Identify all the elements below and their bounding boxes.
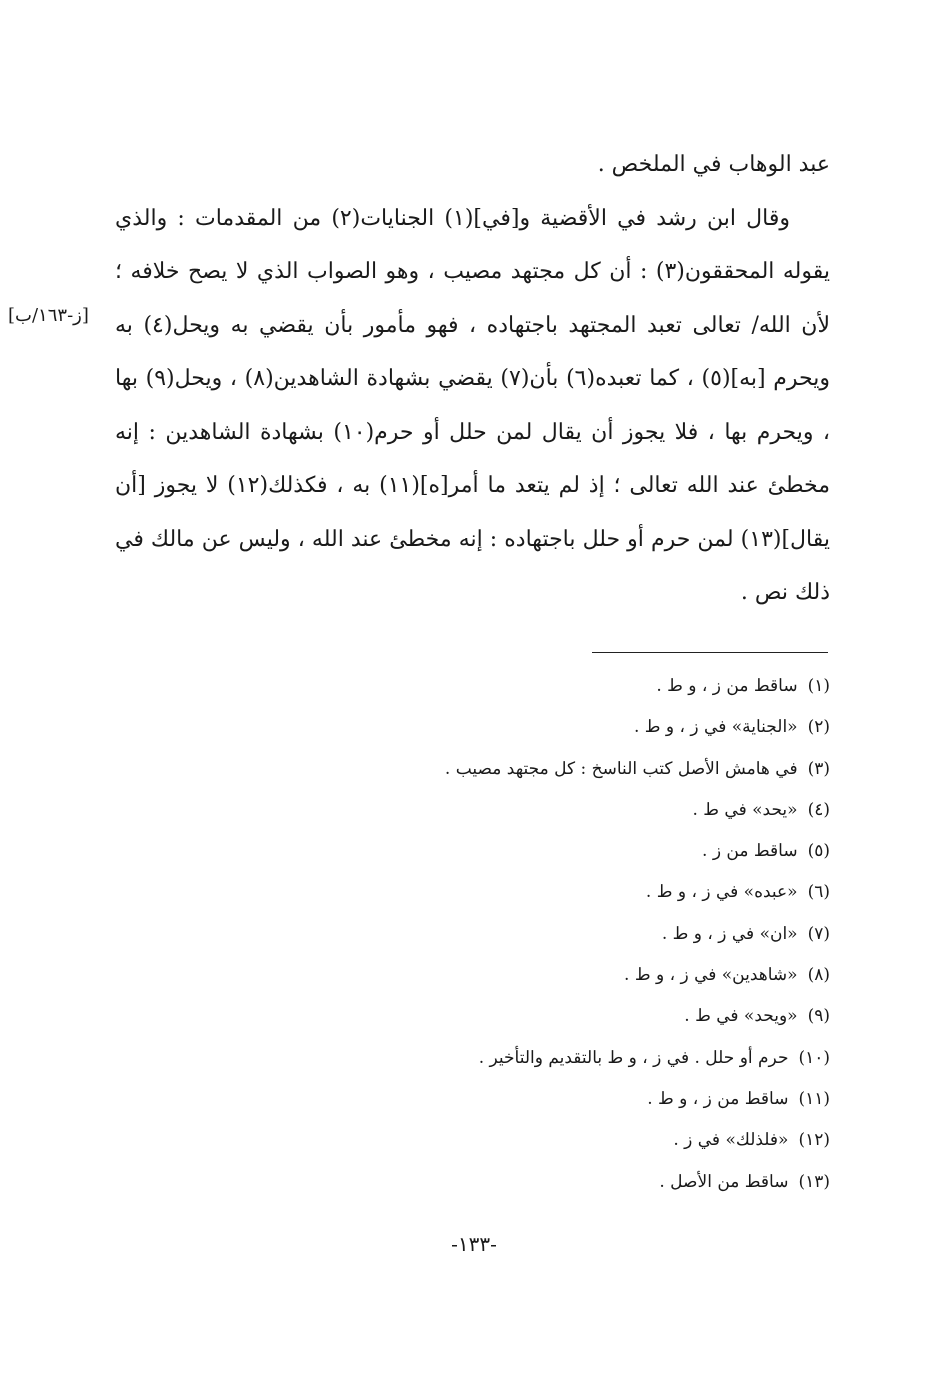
footnote-item <box>115 790 830 831</box>
footnote-item <box>115 872 830 913</box>
footnote-number: (٣) <box>807 758 830 779</box>
footnote-number: (٧) <box>807 923 830 944</box>
footnote-item <box>115 666 830 707</box>
footnote-number: (١) <box>807 676 830 696</box>
footnote-number: (٤) <box>807 799 830 820</box>
footnote-item <box>115 955 830 996</box>
footnote-item <box>115 749 830 790</box>
footnote-number: (٩) <box>807 1006 830 1027</box>
page-number: -١٣٣- <box>451 1232 497 1256</box>
footnote-text: في هامش الأصل كتب الناسخ : كل مجتهد مصيب . <box>444 758 798 779</box>
footnote-text: «عبده» في ز ، و ط . <box>645 882 798 903</box>
footnote-item <box>115 831 830 872</box>
paragraph-2: وقال ابن رشد في الأقضية و[في](١) الجنايات(٢) من المقدمات : والذي يقوله المحققون(٣) : أن كل مجتهد مصيب ، وهو الصواب الذي لا يصح خلافه ؛ لأن الله/ تعالى تعبد المجتهد باجتهاده ، فهو مأمور بأن يقضي به ويحل(٤) به ويحرم [به](٥) ، كما تعبده(٦) بأن(٧) يقضي بشهادة الشاهدين(٨) ، ويحل(٩) بها ، ويحرم بها ، فلا يجوز أن يقال لمن حلل أو حرم(١٠) بشهادة الشاهدين : إنه مخطئ عند الله تعالى ؛ إذ لم يتعد ما أمر[ه](١١) به ، فكذلك(١٢) لا يجوز [أن يقال](١٣) لمن حرم أو حلل باجتهاده : إنه مخطئ عند الله ، وليس عن مالك في ذلك نص . <box>115 205 831 605</box>
footnote-text: «شاهدين» في ز ، و ط . <box>624 965 798 986</box>
footnote-separator <box>592 652 828 653</box>
footnote-number: (٥) <box>807 841 830 862</box>
footnote-text: ساقط من الأصل . <box>659 1171 789 1192</box>
footnote-text: ساقط من ز ، و ط . <box>656 676 798 696</box>
main-text <box>115 138 830 620</box>
footnote-item <box>115 1038 830 1079</box>
footnote-number: (٦) <box>807 882 830 903</box>
footnote-text: ساقط من ز ، و ط . <box>647 1088 789 1109</box>
footnote-text: ساقط من ز . <box>702 841 798 862</box>
footnote-item <box>115 914 830 955</box>
footnote-item <box>115 1120 830 1161</box>
footnote-number: (٨) <box>807 965 830 986</box>
footnote-text: حرم أو حلل . في ز ، و ط بالتقديم والتأخير . <box>478 1047 789 1068</box>
footnote-text: «يحد» في ط . <box>692 799 798 820</box>
footnote-number: (٢) <box>807 717 830 738</box>
footnote-text: «ان» في ز ، و ط . <box>661 923 798 944</box>
footnote-text: «فلذلك» في ز . <box>673 1130 789 1151</box>
margin-manuscript-reference: [ز-١٦٣/ب] <box>8 305 89 326</box>
footnote-number: (١٠) <box>798 1047 830 1068</box>
footnote-text: «الجناية» في ز ، و ط . <box>633 717 798 738</box>
footnote-item <box>115 996 830 1037</box>
footnote-text: «ويحد» في ط . <box>684 1006 798 1027</box>
footnote-item <box>115 1162 830 1203</box>
footnote-number: (١٢) <box>798 1130 830 1151</box>
footnote-item <box>115 1079 830 1120</box>
footnotes-list <box>115 666 830 1203</box>
footnote-item <box>115 707 830 748</box>
paragraph-1: عبد الوهاب في الملخص . <box>597 152 830 177</box>
footnote-number: (١٣) <box>798 1171 830 1192</box>
footnote-number: (١١) <box>798 1088 830 1109</box>
